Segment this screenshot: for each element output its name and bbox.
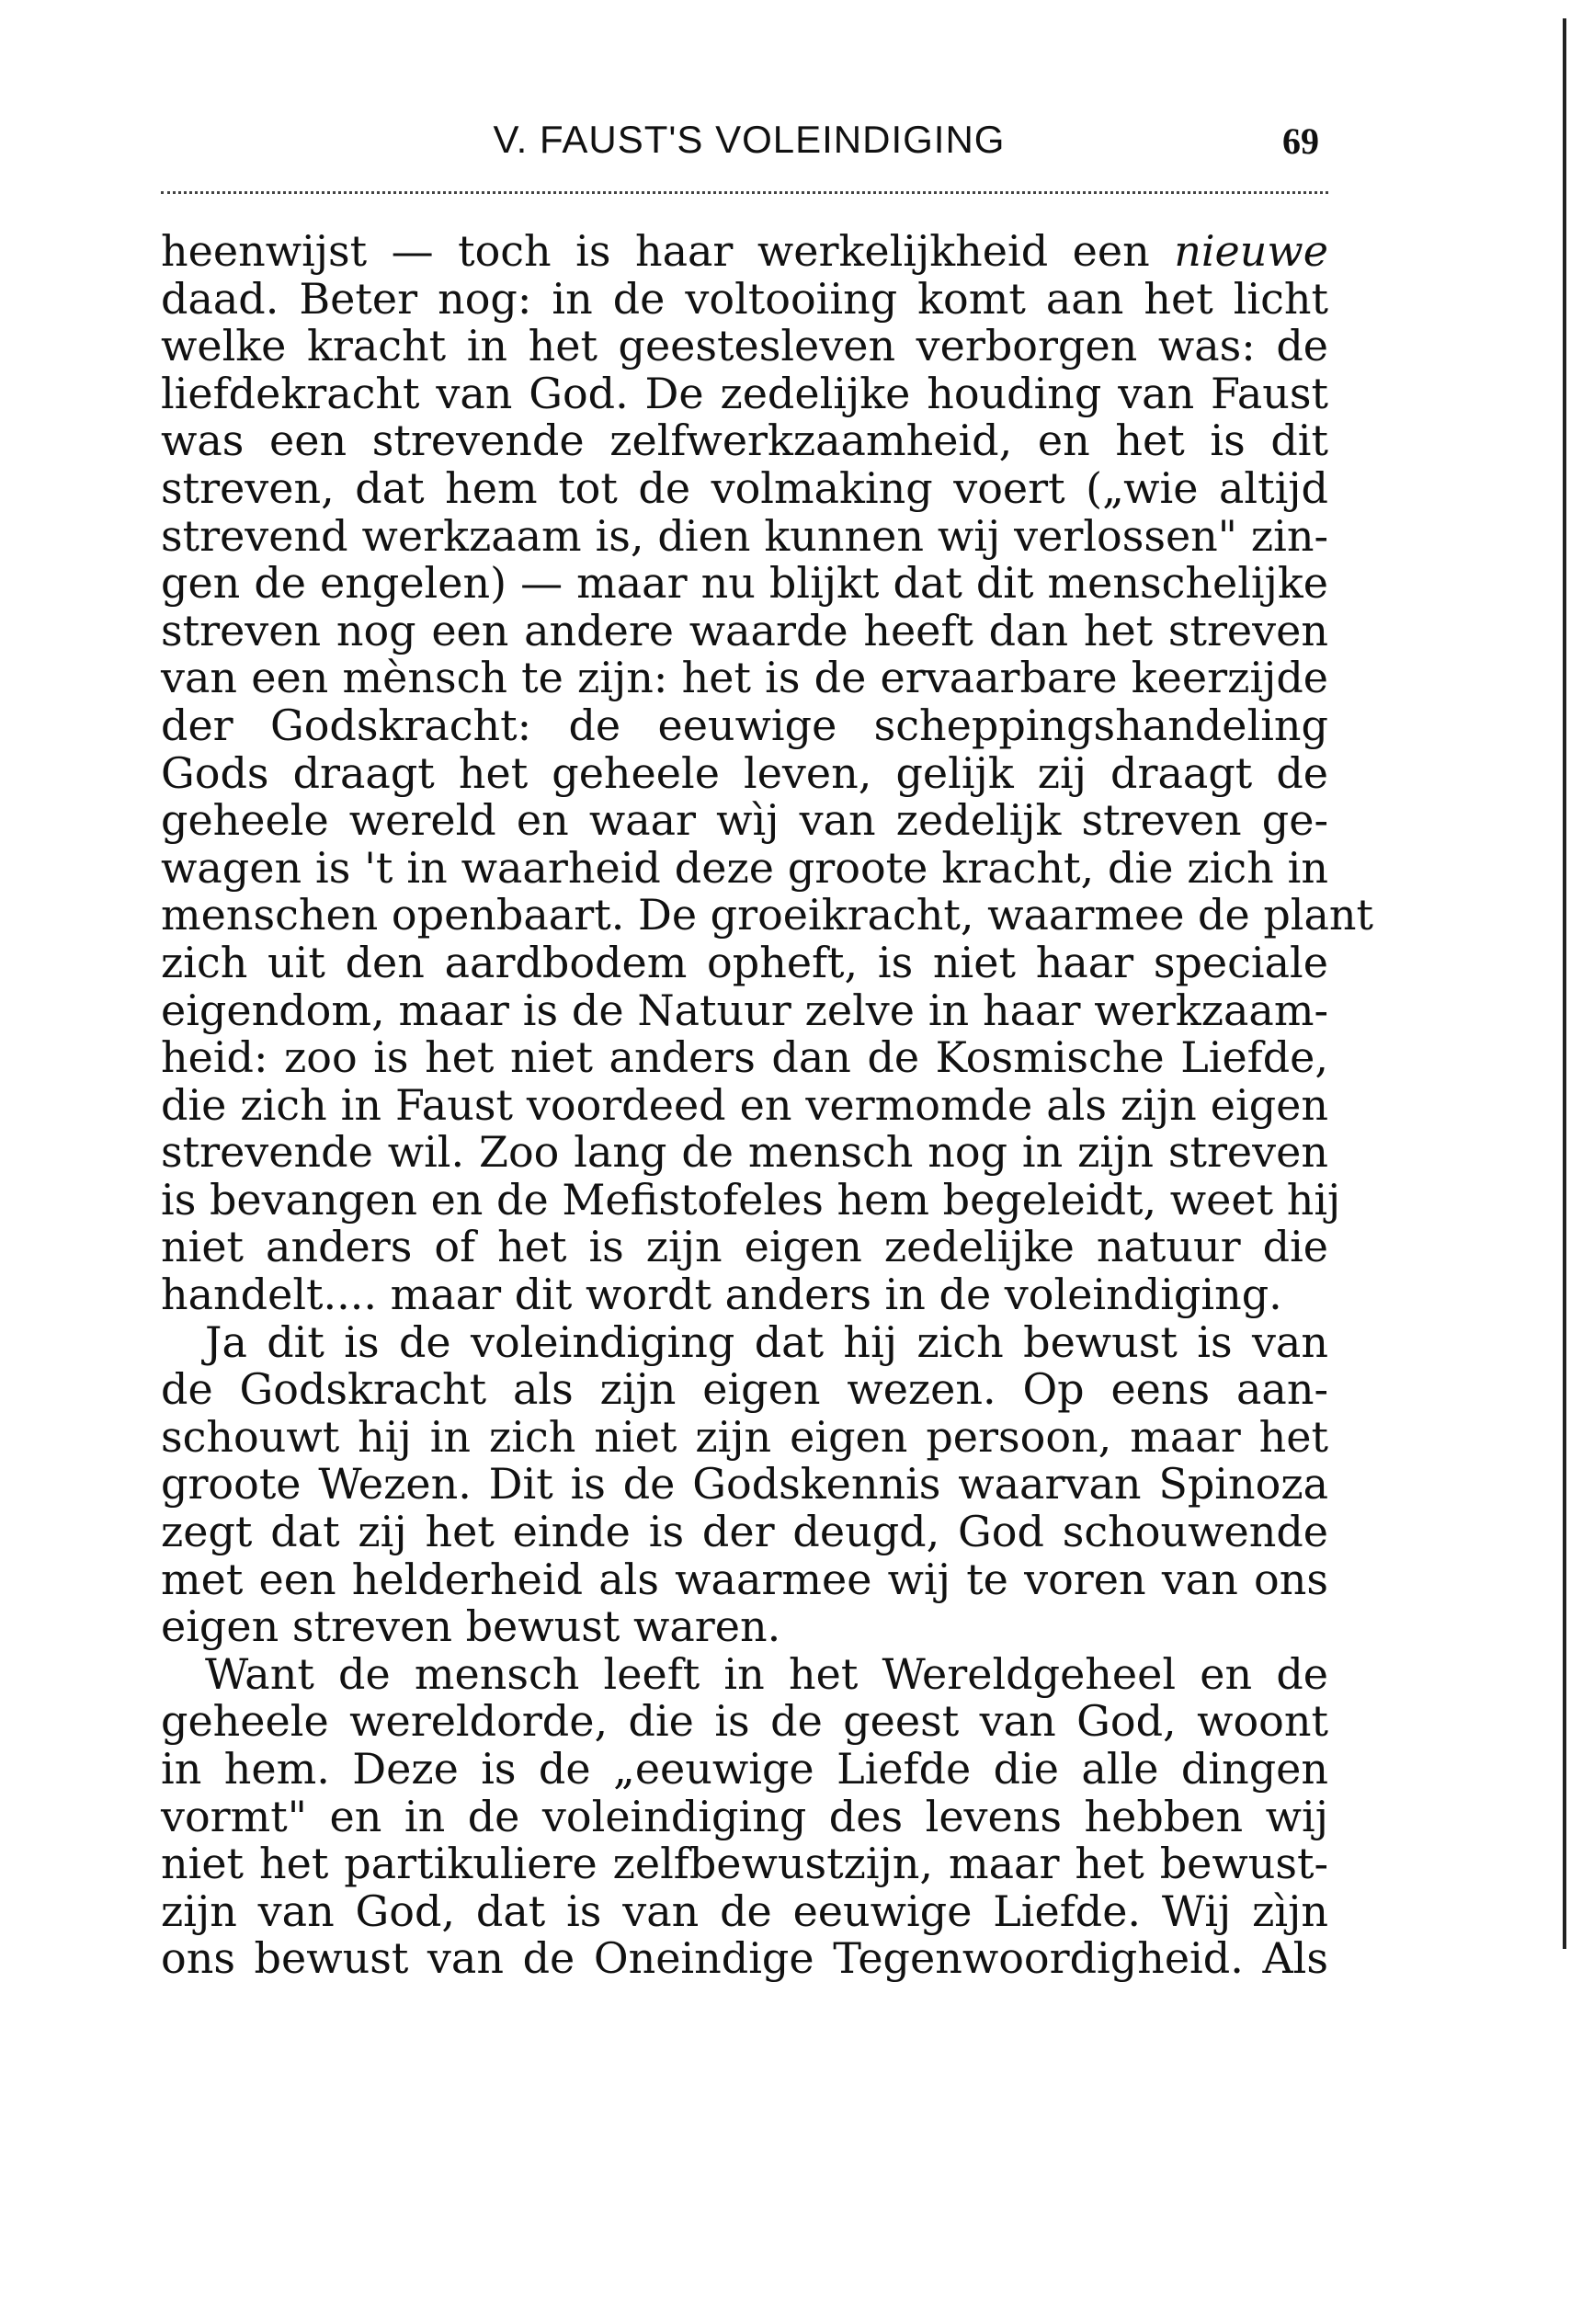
header-divider <box>161 191 1328 194</box>
text-line: handelt.... maar dit wordt anders in de voleindiging. <box>161 1270 1282 1320</box>
text-line: de Godskracht als zijn eigen wezen. Op eens aan- <box>161 1364 1328 1415</box>
text-line: eigen streven bewust waren. <box>161 1601 781 1652</box>
text-line: geheele wereld en waar wìj van zedelijk streven ge- <box>161 795 1328 846</box>
text-line: is bevangen en de Mefistofeles hem begeleidt, weet hij <box>161 1174 1341 1225</box>
text-line: Ja dit is de voleindiging dat hij zich bewust is van <box>205 1316 1328 1367</box>
text-line: niet het partikuliere zelfbewustzijn, maar het bewust- <box>161 1839 1328 1889</box>
text-line: geheele wereldorde, die is de geest van God, woont <box>161 1696 1328 1747</box>
text-line: daad. Beter nog: in de voltooiing komt aan het licht <box>161 273 1328 324</box>
text-line: die zich in Faust voordeed en vermomde als zijn eigen <box>161 1079 1328 1130</box>
text-line <box>161 228 1328 276</box>
text-line: was een strevende zelfwerkzaamheid, en het is dit <box>161 416 1328 466</box>
text-line: van een mènsch te zijn: het is de ervaarbare keerzijde <box>161 653 1328 703</box>
chapter-title: V. FAUST'S VOLEINDIGING <box>493 118 1006 161</box>
text-line: zegt dat zij het einde is der deugd, God schouwende <box>161 1507 1328 1557</box>
text-line: liefdekracht van God. De zedelijke houding van Faust <box>161 368 1328 418</box>
text-line: met een helderheid als waarmee wij te voren van ons <box>161 1554 1328 1604</box>
text-line: eigendom, maar is de Natuur zelve in haar werkzaam- <box>161 985 1328 1035</box>
text-line: wagen is 't in waarheid deze groote kracht, die zich in <box>161 842 1328 893</box>
text-line: gen de engelen) — maar nu blijkt dat dit menschelijke <box>161 558 1328 609</box>
page-number: 69 <box>1282 120 1319 162</box>
text-line: streven, dat hem tot de volmaking voert („wie altijd <box>161 462 1328 513</box>
text-line: menschen openbaart. De groeikracht, waarmee de plant <box>161 890 1374 940</box>
text-line: welke kracht in het geestesleven verborgen was: de <box>161 321 1328 371</box>
text-line: niet anders of het is zijn eigen zedelijke natuur die <box>161 1222 1328 1272</box>
text-line: streven nog een andere waarde heeft dan het streven <box>161 605 1328 655</box>
text-line: heid: zoo is het niet anders dan de Kosmische Liefde, <box>161 1032 1328 1083</box>
text-line: Want de mensch leeft in het Wereldgeheel en de <box>205 1648 1328 1699</box>
text-line: vormt" en in de voleindiging des levens hebben wij <box>161 1791 1328 1841</box>
text-line: zijn van God, dat is van de eeuwige Liefde. Wij zìjn <box>161 1885 1328 1936</box>
text-line: ons bewust van de Oneindige Tegenwoordigheid. Als <box>161 1933 1328 1984</box>
text-line: schouwt hij in zich niet zijn eigen persoon, maar het <box>161 1411 1328 1462</box>
text-line: Gods draagt het geheele leven, gelijk zij draagt de <box>161 747 1328 798</box>
text-line: groote Wezen. Dit is de Godskennis waarvan Spinoza <box>161 1459 1328 1509</box>
text-line: der Godskracht: de eeuwige scheppingshandeling <box>161 700 1328 750</box>
text-line: zich uit den aardbodem opheft, is niet haar speciale <box>161 937 1328 987</box>
text-fragment: heenwijst — toch is haar werkelijkheid een <box>161 226 1175 276</box>
page-edge-shadow <box>1563 18 1566 1949</box>
body-text <box>161 226 1374 1984</box>
text-line: strevende wil. Zoo lang de mensch nog in zijn streven <box>161 1127 1328 1178</box>
italic-word: nieuwe <box>1174 226 1328 276</box>
text-line: in hem. Deze is de „eeuwige Liefde die alle dingen <box>161 1744 1328 1794</box>
running-head <box>161 118 1337 173</box>
text-line: strevend werkzaam is, dien kunnen wij verlossen" zin- <box>161 510 1328 561</box>
